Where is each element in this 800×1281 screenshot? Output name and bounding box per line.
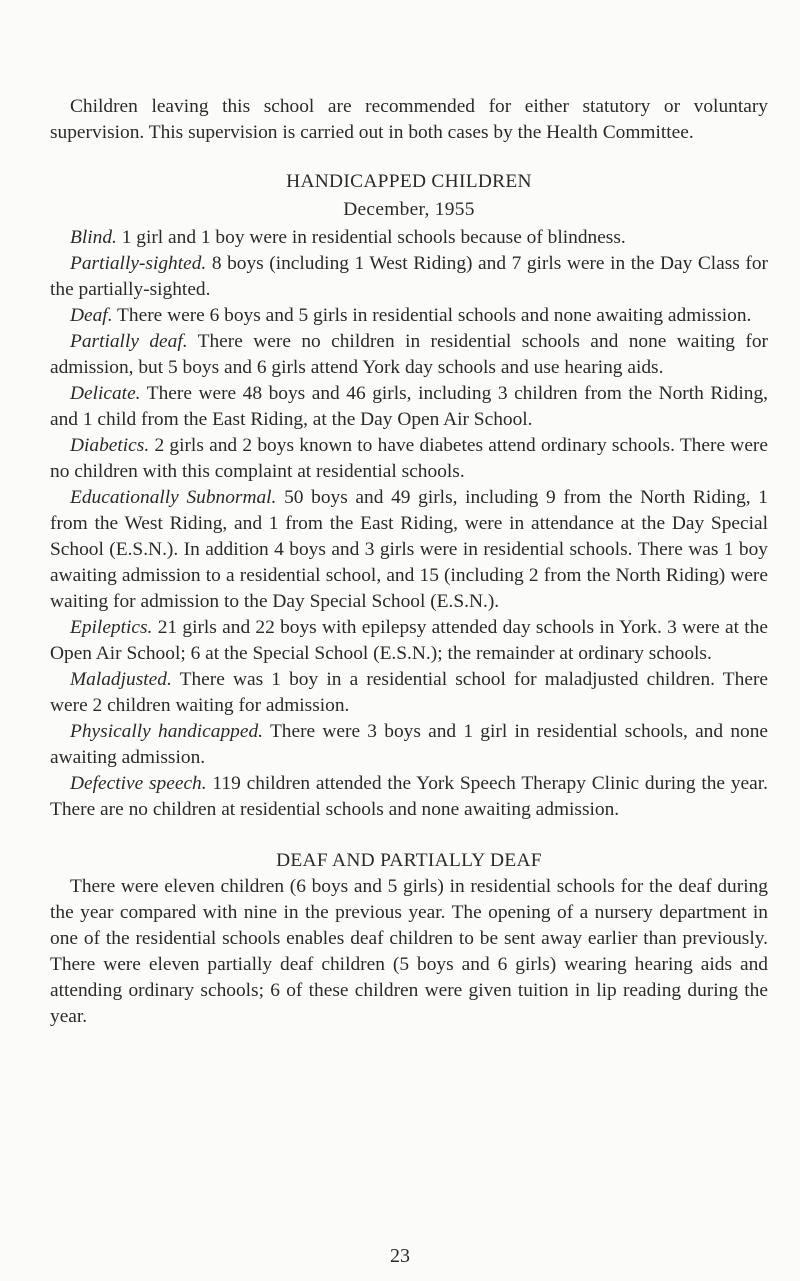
category-text: 119 children attended the York Speech Therapy Clinic during the year. There are no children at residential schools and none awaiting admission. bbox=[50, 773, 768, 820]
paragraph-blind bbox=[50, 225, 768, 251]
category-label: Physically handicapped. bbox=[70, 721, 264, 742]
paragraph-delicate bbox=[50, 381, 768, 433]
category-text: 1 girl and 1 boy were in residential schools because of blindness. bbox=[121, 227, 626, 248]
paragraph-defective-speech bbox=[50, 771, 768, 823]
page-number: 23 bbox=[390, 1245, 410, 1267]
category-label: Diabetics. bbox=[70, 435, 150, 456]
paragraph-diabetics bbox=[50, 433, 768, 485]
section-date: December, 1955 bbox=[343, 199, 475, 220]
category-label: Educationally Subnormal. bbox=[70, 487, 277, 508]
section-heading-handicapped: HANDICAPPED CHILDREN bbox=[286, 171, 532, 192]
section-heading-deaf: DEAF AND PARTIALLY DEAF bbox=[276, 850, 542, 871]
paragraph-deaf bbox=[50, 303, 768, 329]
category-label: Partially-sighted. bbox=[70, 253, 207, 274]
category-label: Partially deaf. bbox=[70, 331, 188, 352]
paragraph-maladjusted bbox=[50, 667, 768, 719]
category-text: 50 boys and 49 girls, including 9 from the North Riding, 1 from the West Riding, and 1 from the East Riding, were in attendance at the Day Special School (E.S.N.). In addition 4 boys and 3 girls were in residential schools. There was 1 boy awaiting admission to a residential school, and 15 (including 2 from the North Riding) were waiting for admission to the Day Special School (E.S.N.). bbox=[50, 487, 768, 612]
body-text bbox=[50, 94, 768, 1030]
category-text: There was 1 boy in a residential school for maladjusted children. There were 2 children waiting for admission. bbox=[50, 669, 769, 716]
category-label: Defective speech. bbox=[70, 773, 207, 794]
category-text: There were 48 boys and 46 girls, including 3 children from the North Riding, and 1 child from the East Riding, at the Day Open Air School. bbox=[50, 383, 768, 430]
category-text: There were 6 boys and 5 girls in residential schools and none awaiting admission. bbox=[117, 305, 752, 326]
paragraph-physically-handicapped bbox=[50, 719, 768, 771]
category-label: Blind. bbox=[70, 227, 117, 248]
paragraph-partially-deaf bbox=[50, 329, 768, 381]
paragraph-deaf-partially-deaf: There were eleven children (6 boys and 5 girls) in residential schools for the deaf during the year compared with nine in the previous year. The opening of a nursery department in one of the residential schools enables deaf children to be sent away earlier than previously. There were eleven partially deaf children (5 boys and 6 girls) wearing hearing aids and attending ordinary schools; 6 of these children were given tuition in lip reading during the year. bbox=[50, 876, 768, 1027]
paragraph-educationally-subnormal bbox=[50, 485, 768, 615]
paragraph-epileptics bbox=[50, 615, 768, 667]
category-label: Epileptics. bbox=[70, 617, 153, 638]
category-text: There were no children in residential schools and none waiting for admission, but 5 boys and 6 girls attend York day schools and use hearing aids. bbox=[50, 331, 768, 378]
category-text: There were 3 boys and 1 girl in residential schools, and none awaiting admission. bbox=[50, 721, 769, 768]
category-label: Deaf. bbox=[70, 305, 113, 326]
category-text: 2 girls and 2 boys known to have diabetes attend ordinary schools. There were no children with this complaint at residential schools. bbox=[50, 435, 768, 482]
paragraph-partially-sighted bbox=[50, 251, 768, 303]
intro-paragraph: Children leaving this school are recommended for either statutory or voluntary supervision. This supervision is carried out in both cases by the Health Committee. bbox=[50, 96, 768, 143]
category-label: Delicate. bbox=[70, 383, 141, 404]
category-text: 8 boys (including 1 West Riding) and 7 girls were in the Day Class for the partially-sighted. bbox=[50, 253, 768, 300]
category-label: Maladjusted. bbox=[70, 669, 172, 690]
category-text: 21 girls and 22 boys with epilepsy attended day schools in York. 3 were at the Open Air School; 6 at the Special School (E.S.N.); the remainder at ordinary schools. bbox=[50, 617, 768, 664]
